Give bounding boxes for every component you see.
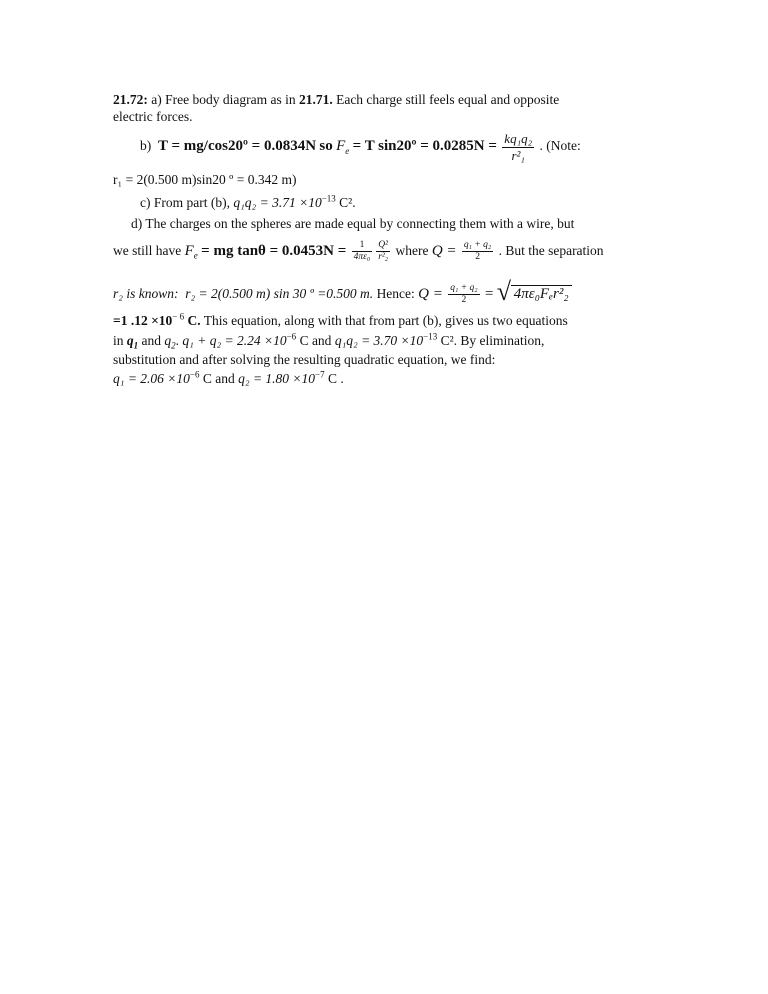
average-charge-fraction: [462, 240, 493, 264]
note-line: r₁ = 2(0.500 m)sin20 º = 0.342 m): [113, 172, 297, 187]
part-b-label: b): [140, 138, 152, 154]
separation-text: . But the separation: [498, 242, 604, 258]
force-equation: = T sin20º = 0.0285N =: [352, 138, 497, 155]
hence-q: Q =: [418, 285, 443, 302]
part-a-line-2: electric forces.: [113, 109, 193, 124]
part-a-reference: 21.71.: [298, 92, 333, 107]
result-text: This equation, along with that from part (b), gives us two equations: [203, 313, 568, 328]
note-text: . (Note:: [539, 138, 581, 154]
problem-number: 21.72:: [113, 92, 148, 107]
force-subscript: e: [345, 145, 350, 156]
fe-subscript: e: [193, 250, 198, 261]
part-d-line-1: d) The charges on the spheres are made equal by connecting them with a wire, but: [131, 216, 575, 231]
coulomb-fraction: [502, 131, 534, 163]
fe-equation: = mg tanθ = 0.0453N =: [201, 242, 347, 259]
final-end: C .: [328, 371, 344, 386]
r2-equation: r₂ = 2(0.500 m) sin 30 º =0.500 m.: [185, 285, 374, 301]
constant-numerator: 1: [352, 240, 373, 252]
final-q2-exponent: −7: [315, 369, 325, 380]
sum-exponent: −6: [286, 331, 297, 342]
average-numerator: q₁ + q₂: [462, 240, 493, 252]
so-word: so: [319, 138, 333, 155]
part-c-unit: C².: [339, 195, 356, 210]
part-c-exponent: −13: [321, 193, 336, 204]
hence-fraction: [448, 283, 479, 307]
part-d-line-4: [113, 313, 568, 329]
average-denominator: 2: [475, 252, 480, 263]
hence-numerator: q₁ + q₂: [448, 283, 479, 295]
tension-equation: T = mg/cos20º = 0.0834N: [158, 138, 317, 155]
square-root-content: 4πε₀Fₑr²₂: [511, 285, 572, 302]
final-q1: q₁ = 2.06 ×10: [113, 371, 190, 386]
part-b-line: [140, 131, 581, 163]
charge-ratio-fraction: [376, 240, 390, 264]
coulomb-denominator: r²₁: [511, 147, 525, 163]
result-unit: C.: [187, 313, 201, 328]
part-c-text: c) From part (b),: [140, 195, 230, 210]
and-text: and: [141, 333, 162, 348]
constant-denominator: 4πε₀: [353, 252, 371, 263]
part-a-line: [113, 92, 559, 108]
square-root: [499, 285, 572, 303]
r2-known-text: r₂ is known:: [113, 285, 179, 301]
q-equation: Q =: [431, 242, 457, 259]
final-answer-line: [113, 371, 344, 387]
part-a-text-post: Each charge still feels equal and opposite: [336, 92, 560, 107]
product-exponent: −13: [423, 331, 438, 342]
hence-text: Hence:: [376, 285, 415, 301]
charge-numerator: Q²: [376, 240, 390, 252]
part-d-line-5: in $q_1$ and $q_2$. $q_1 + q_2 = 2.24 \times 10^{-6}$ C and $q_1q_2 = 3.70 \times 10^{-13}$ C². By elimination,: [113, 331, 545, 351]
where-text: where: [395, 242, 429, 258]
part-a-text: a) Free body diagram as in: [151, 92, 296, 107]
product-equation: q₁q₂ = 3.70 ×10: [334, 333, 424, 348]
final-and: C and: [202, 371, 235, 386]
hence-denominator: 2: [461, 295, 467, 306]
part-d-line-3: r₂ is known: r₂ = 2(0.500 m) sin 30 º =0.500 m. Hence: Q = $\frac{\text{q₁ + q₂}}{2}$ = √ 4πε₀Fₑr²₂: [113, 283, 572, 307]
result-value: =1 .12 ×10: [113, 313, 173, 328]
we-still-have-text: we still have: [113, 242, 182, 258]
result-exponent: − 6: [172, 311, 185, 322]
sum-equation: q₁ + q₂ = 2.24 ×10: [182, 333, 287, 348]
force-symbol: F: [336, 138, 346, 155]
final-q1-exponent: −6: [189, 369, 200, 380]
part-c-equation: q₁q₂ = 3.71 ×10: [233, 195, 322, 210]
part-d-line-6: substitution and after solving the resulting quadratic equation, we find:: [113, 352, 496, 367]
sum-unit: C and: [299, 333, 332, 348]
coulomb-numerator: kq₁q₂: [504, 131, 533, 146]
charge-denominator: r²₂: [378, 252, 389, 263]
fe-symbol: F: [184, 242, 194, 259]
part-d-line-2: [113, 240, 604, 264]
part-c-line: [140, 195, 356, 211]
product-unit: C². By elimination,: [440, 333, 545, 348]
in-text: in: [113, 333, 124, 348]
coulomb-constant-fraction: [352, 240, 373, 264]
final-q2: q₂ = 1.80 ×10: [238, 371, 316, 386]
